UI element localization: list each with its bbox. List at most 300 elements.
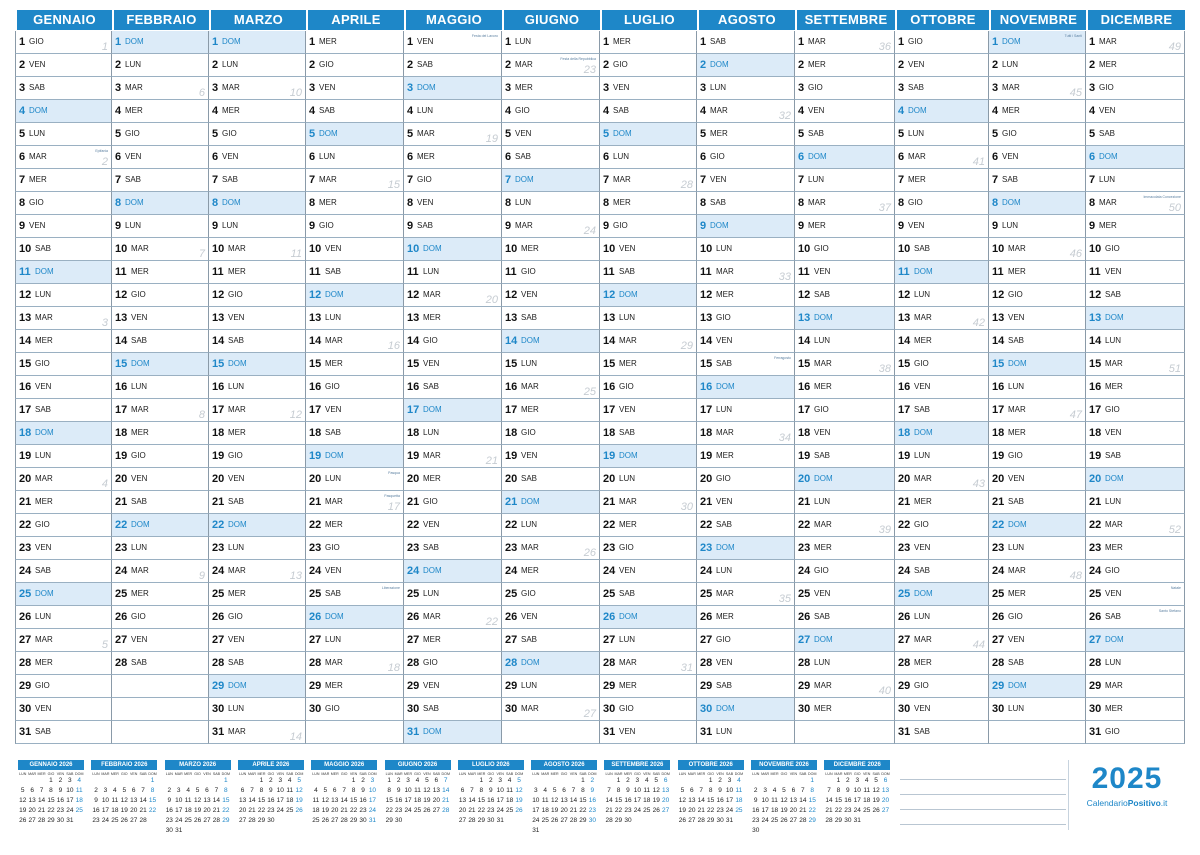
day-number: 17	[505, 404, 518, 416]
empty-cell	[112, 721, 209, 744]
mini-calendar-week: 21 22 23 24 25 26 27	[605, 807, 670, 814]
weekday-label: MER	[423, 635, 441, 644]
day-number: 31	[212, 726, 225, 738]
day-number: 22	[407, 519, 420, 531]
day-number: 18	[309, 427, 322, 439]
day-number: 10	[992, 243, 1005, 255]
day-number: 15	[1089, 358, 1102, 370]
day-cell	[795, 215, 895, 238]
weekday-label: SAB	[710, 198, 727, 207]
day-cell	[209, 445, 306, 468]
weekday-label: MAR	[222, 83, 240, 92]
day-number: 18	[115, 427, 128, 439]
weekday-label: GIO	[814, 244, 829, 253]
day-number: 12	[505, 289, 518, 301]
weekday-label: DOM	[423, 405, 442, 414]
day-cell	[600, 169, 697, 192]
weekday-label: GIO	[1099, 83, 1114, 92]
day-number: 29	[19, 680, 32, 692]
day-number: 6	[505, 151, 512, 163]
day-cell	[112, 583, 209, 606]
weekday-label: MER	[319, 37, 337, 46]
day-cell	[795, 537, 895, 560]
day-cell	[697, 307, 795, 330]
weekday-label: MER	[1105, 382, 1123, 391]
weekday-label: GIO	[613, 60, 628, 69]
weekday-label: DOM	[423, 727, 442, 736]
weekday-label: VEN	[619, 405, 636, 414]
mini-calendar-title: MARZO 2026	[165, 760, 231, 770]
weekday-label: VEN	[319, 83, 336, 92]
weekday-label: MER	[914, 336, 932, 345]
day-cell	[600, 445, 697, 468]
day-number: 31	[1089, 726, 1102, 738]
day-cell	[895, 376, 989, 399]
day-number: 17	[1089, 404, 1102, 416]
day-number: 30	[407, 703, 420, 715]
weekday-label: MAR	[228, 566, 246, 575]
day-cell	[895, 284, 989, 307]
month-header-maggio: MAGGIO	[404, 10, 502, 30]
day-number: 9	[407, 220, 414, 232]
week-number: 16	[387, 340, 400, 352]
day-cell	[404, 77, 502, 100]
weekday-label: DOM	[716, 704, 735, 713]
weekday-label: SAB	[716, 681, 733, 690]
day-number: 1	[898, 36, 905, 48]
weekday-label: MAR	[228, 405, 246, 414]
mini-calendar-week: 2 3 4 5 6 7 8	[753, 787, 815, 794]
day-cell	[600, 560, 697, 583]
day-number: 19	[19, 450, 32, 462]
day-number: 31	[898, 726, 911, 738]
day-cell	[600, 491, 697, 514]
day-number: 6	[19, 151, 26, 163]
weekday-label: MAR	[1099, 37, 1117, 46]
day-number: 18	[603, 427, 616, 439]
day-cell	[502, 146, 600, 169]
day-number: 21	[212, 496, 225, 508]
weekday-label: DOM	[710, 221, 729, 230]
day-cell	[895, 698, 989, 721]
mini-calendar-week: 4 5 6 7 8 9 10	[314, 787, 377, 794]
day-cell	[112, 560, 209, 583]
day-cell	[306, 652, 404, 675]
day-cell	[895, 468, 989, 491]
week-number: 25	[583, 386, 596, 398]
weekday-label: GIO	[814, 405, 829, 414]
weekday-label: MAR	[423, 612, 441, 621]
weekday-label: VEN	[521, 290, 538, 299]
day-cell	[112, 537, 209, 560]
day-cell	[306, 560, 404, 583]
day-cell	[989, 77, 1086, 100]
day-number: 24	[992, 565, 1005, 577]
day-number: 21	[505, 496, 518, 508]
mini-calendar-week: 30 31	[165, 827, 183, 834]
weekday-label: VEN	[1105, 589, 1122, 598]
weekday-label: VEN	[423, 681, 440, 690]
weekday-label: VEN	[131, 474, 148, 483]
weekday-label: SAB	[417, 60, 434, 69]
weekday-label: MER	[908, 175, 926, 184]
mini-calendar-week: 14 15 16 17 18 19 20	[605, 797, 670, 804]
day-cell	[112, 238, 209, 261]
day-number: 5	[115, 128, 122, 140]
weekday-label: VEN	[914, 704, 931, 713]
weekday-label: GIO	[325, 704, 340, 713]
day-cell	[404, 399, 502, 422]
day-number: 5	[992, 128, 999, 140]
day-number: 10	[700, 243, 713, 255]
day-cell	[112, 77, 209, 100]
weekday-label: MAR	[29, 152, 47, 161]
weekday-label: MER	[710, 129, 728, 138]
day-cell	[795, 629, 895, 652]
day-number: 8	[1089, 197, 1096, 209]
weekday-label: VEN	[35, 543, 52, 552]
weekday-label: MAR	[35, 635, 53, 644]
weekday-label: MER	[914, 658, 932, 667]
day-number: 22	[898, 519, 911, 531]
weekday-label: MAR	[228, 727, 246, 736]
day-number: 29	[603, 680, 616, 692]
day-cell	[697, 422, 795, 445]
mini-calendar-week: 20 21 22 23 24 25 26	[238, 807, 303, 814]
day-cell	[895, 583, 989, 606]
day-number: 13	[700, 312, 713, 324]
month-header-marzo: MARZO	[209, 10, 306, 30]
weekday-label: LUN	[228, 382, 245, 391]
day-number: 20	[115, 473, 128, 485]
weekday-label: GIO	[908, 198, 923, 207]
day-number: 19	[407, 450, 420, 462]
weekday-label: GIO	[1008, 612, 1023, 621]
day-cell	[404, 537, 502, 560]
day-cell	[795, 330, 895, 353]
mini-calendar-week: 28 29 30 31	[825, 817, 861, 824]
day-cell	[502, 606, 600, 629]
day-cell	[306, 445, 404, 468]
mini-calendar-week: 18 19 20 21 22 23 24	[312, 807, 377, 814]
weekday-label: GIO	[521, 589, 536, 598]
weekday-label: SAB	[222, 175, 239, 184]
day-cell	[795, 146, 895, 169]
weekday-label: LUN	[417, 106, 434, 115]
day-number: 3	[115, 82, 122, 94]
day-number: 18	[505, 427, 518, 439]
day-number: 4	[898, 105, 905, 117]
weekday-label: VEN	[613, 83, 630, 92]
weekday-label: SAB	[808, 129, 825, 138]
day-number: 12	[212, 289, 225, 301]
day-cell	[989, 376, 1086, 399]
mini-calendar-weekdays: LUN MAR MER GIO VEN SAB DOM	[678, 772, 744, 776]
day-number: 29	[1089, 680, 1102, 692]
empty-cell	[306, 721, 404, 744]
empty-cell	[112, 675, 209, 698]
weekday-label: GIO	[1002, 129, 1017, 138]
weekday-label: LUN	[808, 175, 825, 184]
weekday-label: MAR	[423, 290, 441, 299]
divider	[1068, 760, 1069, 830]
day-cell	[112, 284, 209, 307]
day-cell	[306, 468, 404, 491]
mini-calendar	[531, 760, 597, 835]
day-number: 3	[407, 82, 414, 94]
day-number: 20	[798, 473, 811, 485]
weekday-label: VEN	[1008, 635, 1025, 644]
holiday-label: Ferragosto	[774, 356, 791, 360]
day-number: 2	[798, 59, 805, 71]
weekday-label: LUN	[1002, 60, 1019, 69]
mini-calendars-2026	[18, 760, 888, 835]
day-cell	[1086, 31, 1185, 54]
day-number: 30	[992, 703, 1005, 715]
day-number: 8	[407, 197, 414, 209]
day-cell	[697, 652, 795, 675]
day-number: 7	[407, 174, 414, 186]
day-number: 13	[798, 312, 811, 324]
weekday-label: MAR	[515, 221, 533, 230]
mini-calendar-week: 8 9 10 11 12 13 14	[387, 787, 450, 794]
weekday-label: MER	[1105, 704, 1123, 713]
day-number: 8	[212, 197, 219, 209]
weekday-label: MER	[613, 37, 631, 46]
weekday-label: GIO	[808, 83, 823, 92]
weekday-label: LUN	[29, 129, 46, 138]
weekday-label: MER	[131, 428, 149, 437]
day-cell	[1086, 353, 1185, 376]
mini-calendar-week: 9 10 11 12 13 14 15	[167, 797, 230, 804]
mini-calendar-week: 22 23 24 25 26 27 28	[385, 807, 450, 814]
day-cell	[600, 77, 697, 100]
day-cell	[1086, 261, 1185, 284]
weekday-label: SAB	[319, 106, 336, 115]
day-cell	[1086, 307, 1185, 330]
day-cell	[1086, 399, 1185, 422]
day-cell	[795, 560, 895, 583]
day-cell	[306, 146, 404, 169]
day-cell	[404, 560, 502, 583]
day-cell	[989, 422, 1086, 445]
weekday-label: SAB	[1008, 658, 1025, 667]
mini-calendar-week: 9 10 11 12 13 14 15	[94, 797, 157, 804]
week-number: 6	[198, 87, 205, 99]
week-number: 29	[680, 340, 693, 352]
weekday-label: MER	[125, 106, 143, 115]
day-cell	[306, 330, 404, 353]
day-cell	[404, 31, 502, 54]
weekday-label: MER	[228, 589, 246, 598]
day-number: 21	[309, 496, 322, 508]
day-cell	[112, 307, 209, 330]
day-cell	[502, 629, 600, 652]
day-number: 25	[115, 588, 128, 600]
day-cell	[15, 629, 112, 652]
day-number: 5	[19, 128, 26, 140]
mini-calendar-week: 27 28 29 30 31	[458, 817, 504, 824]
day-cell	[697, 31, 795, 54]
day-cell	[502, 261, 600, 284]
day-cell	[989, 192, 1086, 215]
day-number: 15	[115, 358, 128, 370]
weekday-label: GIO	[716, 635, 731, 644]
month-header-aprile: APRILE	[306, 10, 404, 30]
day-number: 14	[992, 335, 1005, 347]
day-cell	[989, 146, 1086, 169]
day-number: 23	[19, 542, 32, 554]
day-cell	[209, 284, 306, 307]
day-cell	[1086, 445, 1185, 468]
day-cell	[895, 353, 989, 376]
weekday-label: MER	[131, 267, 149, 276]
holiday-label: Festa del Lavoro	[471, 34, 498, 38]
mini-calendar-title: GENNAIO 2026	[18, 760, 84, 770]
weekday-label: MAR	[35, 313, 53, 322]
mini-calendar-week: 6 7 8 9 10 11 12	[460, 787, 523, 794]
weekday-label: MAR	[1008, 244, 1026, 253]
day-number: 13	[505, 312, 518, 324]
day-number: 11	[603, 266, 615, 278]
day-cell	[306, 261, 404, 284]
weekday-label: DOM	[35, 267, 54, 276]
day-number: 7	[19, 174, 26, 186]
weekday-label: LUN	[710, 83, 727, 92]
day-cell	[502, 330, 600, 353]
day-number: 1	[798, 36, 805, 48]
week-number: 1	[101, 41, 108, 53]
day-cell	[404, 698, 502, 721]
day-number: 7	[212, 174, 219, 186]
day-cell	[600, 652, 697, 675]
day-number: 15	[407, 358, 420, 370]
day-number: 12	[309, 289, 322, 301]
weekday-label: DOM	[1002, 198, 1021, 207]
weekday-label: MAR	[716, 589, 734, 598]
weekday-label: LUN	[125, 221, 142, 230]
day-cell	[795, 100, 895, 123]
day-number: 17	[603, 404, 616, 416]
day-number: 6	[700, 151, 707, 163]
day-number: 19	[505, 450, 518, 462]
weekday-label: SAB	[29, 83, 46, 92]
weekday-label: DOM	[619, 612, 638, 621]
day-number: 17	[309, 404, 322, 416]
weekday-label: LUN	[716, 244, 733, 253]
weekday-label: LUN	[325, 635, 342, 644]
day-number: 27	[1089, 634, 1102, 646]
weekday-label: SAB	[619, 267, 636, 276]
week-number: 3	[101, 317, 108, 329]
weekday-label: MER	[35, 497, 53, 506]
weekday-label: VEN	[710, 175, 727, 184]
weekday-label: SAB	[325, 267, 342, 276]
weekday-label: SAB	[423, 543, 440, 552]
mini-calendar-week: 19 20 21 22 23 24 25	[678, 807, 743, 814]
day-number: 19	[115, 450, 128, 462]
weekday-label: LUN	[521, 359, 538, 368]
mini-calendar-weekdays: LUN MAR MER GIO VEN SAB DOM	[312, 772, 377, 776]
day-number: 10	[603, 243, 616, 255]
day-cell	[989, 261, 1086, 284]
day-cell	[895, 261, 989, 284]
weekday-label: MAR	[228, 244, 246, 253]
day-number: 19	[603, 450, 616, 462]
mini-calendar-week: 23 24 25 26 27 28 29	[752, 817, 816, 824]
week-number: 22	[485, 616, 498, 628]
day-number: 23	[898, 542, 911, 554]
month-header-ottobre: OTTOBRE	[895, 10, 989, 30]
day-cell	[112, 376, 209, 399]
weekday-label: LUN	[1008, 382, 1025, 391]
weekday-label: MER	[325, 520, 343, 529]
day-cell	[306, 100, 404, 123]
day-number: 25	[309, 588, 322, 600]
weekday-label: LUN	[35, 451, 52, 460]
day-number: 12	[19, 289, 32, 301]
holiday-label: Pasquetta	[384, 494, 400, 498]
weekday-label: VEN	[35, 382, 52, 391]
mini-calendar-title: DICEMBRE 2026	[824, 760, 890, 770]
day-cell	[112, 491, 209, 514]
day-number: 13	[212, 312, 225, 324]
weekday-label: LUN	[515, 37, 532, 46]
day-number: 28	[898, 657, 911, 669]
weekday-label: MER	[325, 681, 343, 690]
day-cell	[600, 146, 697, 169]
weekday-label: MAR	[619, 497, 637, 506]
week-number: 32	[778, 110, 791, 122]
day-number: 29	[212, 680, 225, 692]
day-cell	[697, 77, 795, 100]
day-cell	[209, 721, 306, 744]
day-number: 20	[212, 473, 225, 485]
day-cell	[697, 330, 795, 353]
day-cell	[895, 652, 989, 675]
day-number: 19	[798, 450, 811, 462]
weekday-label: DOM	[814, 474, 833, 483]
day-cell	[600, 698, 697, 721]
day-cell	[209, 675, 306, 698]
weekday-label: SAB	[521, 635, 538, 644]
day-number: 12	[798, 289, 811, 301]
day-number: 27	[212, 634, 225, 646]
mini-calendar	[678, 760, 744, 835]
day-number: 1	[1089, 36, 1096, 48]
weekday-label: LUN	[35, 612, 52, 621]
day-cell	[209, 261, 306, 284]
day-cell	[697, 238, 795, 261]
day-number: 10	[309, 243, 322, 255]
day-number: 24	[19, 565, 32, 577]
mini-calendar-week: 2 3 4 5 6 7 8	[167, 787, 228, 794]
weekday-label: GIO	[515, 106, 530, 115]
weekday-label: GIO	[1105, 727, 1120, 736]
weekday-label: VEN	[131, 635, 148, 644]
day-number: 20	[700, 473, 713, 485]
day-number: 31	[700, 726, 713, 738]
day-number: 4	[700, 105, 707, 117]
day-number: 16	[212, 381, 225, 393]
day-number: 16	[309, 381, 322, 393]
day-cell	[404, 721, 502, 744]
day-cell	[209, 698, 306, 721]
week-number: 48	[1069, 570, 1082, 582]
day-number: 7	[115, 174, 122, 186]
weekday-label: VEN	[814, 589, 831, 598]
week-number: 4	[101, 478, 108, 490]
